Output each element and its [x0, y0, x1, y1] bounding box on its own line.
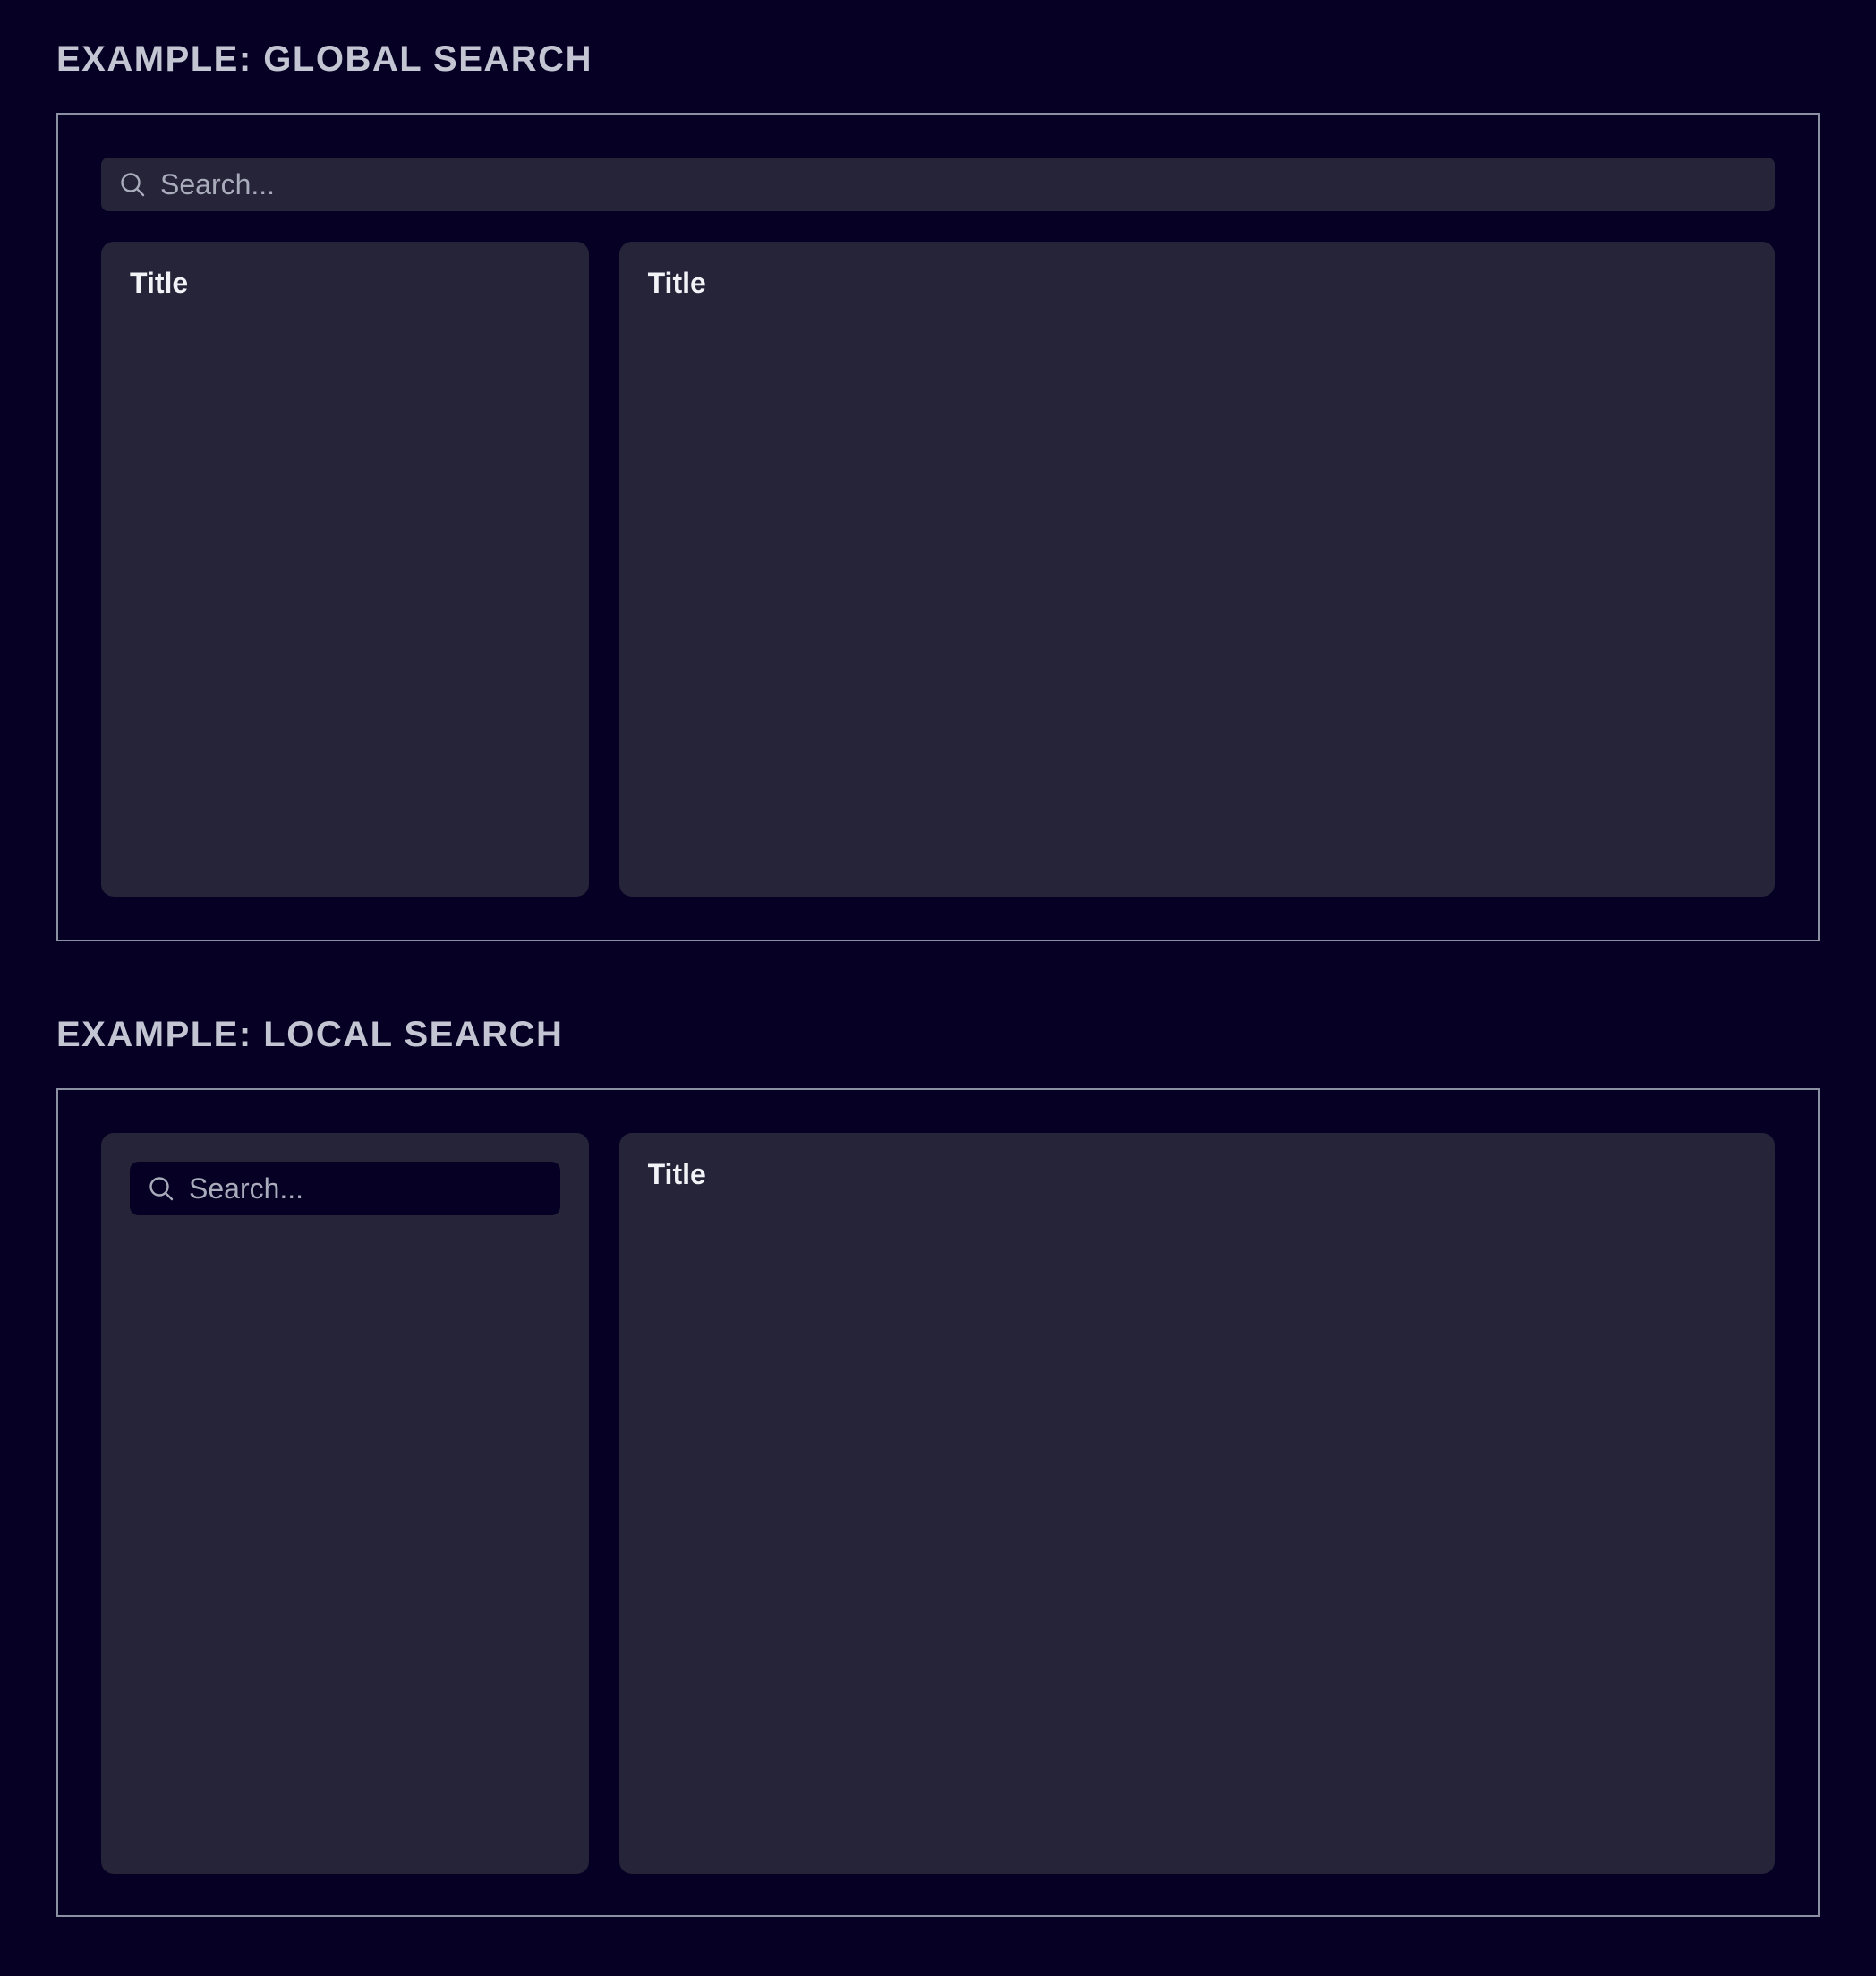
local-search-bar [130, 1162, 560, 1215]
local-search-panel [101, 1133, 589, 1874]
local-search-input[interactable] [189, 1172, 542, 1205]
search-icon [148, 1175, 175, 1202]
global-search-input[interactable] [160, 168, 1757, 201]
result-panel-right [619, 242, 1775, 897]
global-search-bar [101, 158, 1775, 211]
search-icon [119, 171, 146, 198]
local-search-heading: EXAMPLE: LOCAL SEARCH [56, 1015, 564, 1054]
result-panel-left [101, 242, 589, 897]
section-local-search [56, 1017, 1820, 1917]
panel-title: Title [130, 267, 189, 299]
section-global-search [56, 41, 1820, 941]
global-search-heading: EXAMPLE: GLOBAL SEARCH [56, 39, 593, 79]
global-results-grid [101, 242, 1775, 897]
panel-title: Title [647, 267, 706, 299]
result-panel-right [619, 1133, 1775, 1874]
global-search-example-frame [56, 113, 1820, 941]
local-search-example-frame [56, 1088, 1820, 1917]
local-results-grid [101, 1133, 1775, 1874]
panel-title: Title [647, 1158, 706, 1190]
